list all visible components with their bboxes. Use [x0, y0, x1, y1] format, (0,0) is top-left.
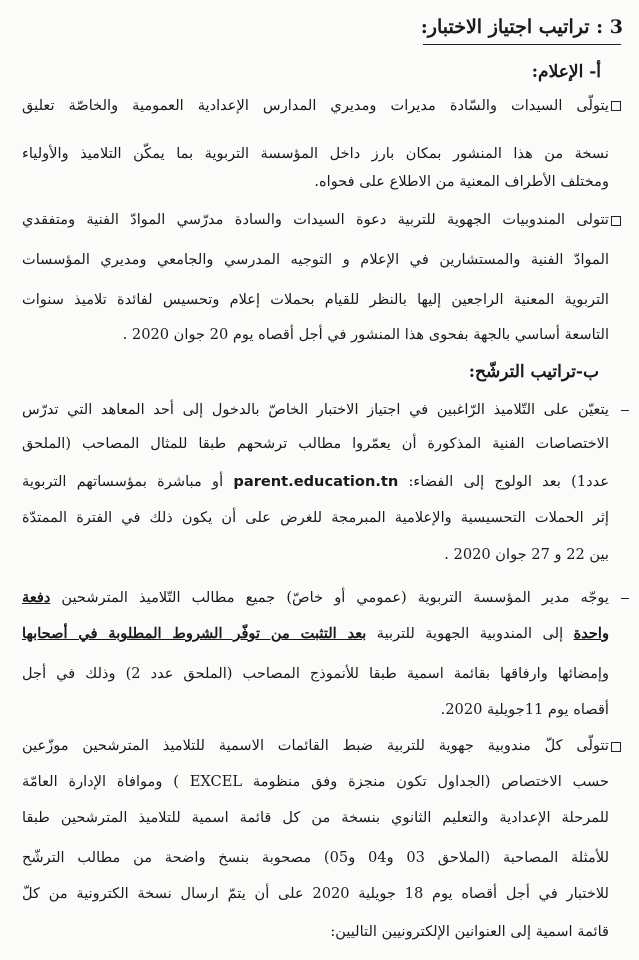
para5-line4: للأمثلة المصاحبة (الملاحق 03 و04 و05) مصحوبة بنسخ واضحة من مطالب الترشّح: [22, 849, 610, 866]
para1-line2: نسخة من هذا المنشور بمكان بارز داخل المؤسسة التربوية بما يمكّن التلاميذ والأولياء: [22, 145, 609, 162]
para4-line1-text: يوجّه مدير المؤسسة التربوية (عمومي أو خاصّ) جميع مطالب التّلاميذ المترشحين: [61, 589, 609, 606]
para5-line6: قائمة اسمية إلى العنوانين الإلكترونيين التاليين:: [330, 923, 609, 940]
para1-line1: يتولّى السيدات والسّادة مديرات ومديري المدارس الإعدادية العمومية والخاصّة تعليق: [22, 97, 609, 114]
para5-line2: حسب الاختصاص (الجداول تكون منجزة وفق منظومة EXCEL ) وموافاة الإدارة العامّة: [22, 773, 609, 790]
para5-line1: تتولّى كلّ مندوبية جهوية للتربية ضبط القائمات الاسمية للتلاميذ المترشحين موزّعين: [22, 737, 609, 754]
para5-line5: للاختبار في أجل أقصاه يوم 18 جويلية 2020 على أن يتمّ ارسال نسخة الكترونية من كلّ: [22, 885, 610, 902]
subsection-b-title: ب-تراتيب الترشّح:: [468, 362, 599, 382]
para3-line1: يتعيّن على التّلاميذ الرّاغبين في اجتياز الاختبار الخاصّ بالدخول إلى أحد المعاهد التي تدرّس: [22, 401, 609, 418]
para4-emphasis-single: واحدة: [573, 625, 609, 642]
para3-line3: [22, 472, 609, 492]
para3-line3-end: أو مباشرة بمؤسساتهم التربوية: [22, 473, 224, 490]
bullet-square-icon: [611, 742, 621, 752]
subsection-a-title: أ- الإعلام:: [531, 62, 601, 82]
para2-line2: الموادّ الفنية والمستشارين في الإعلام و التوجيه المدرسي والجامعي ومديري المؤسسات: [22, 251, 609, 268]
para2-line1: تتولى المندوبيات الجهوية للتربية دعوة السيدات والسادة مدرّسي الموادّ الفنية ومتفقدي: [22, 211, 609, 228]
website-url: parent.education.tn: [233, 473, 399, 490]
para3-line5: بين 22 و 27 جوان 2020 .: [444, 546, 609, 563]
para3-line3-start: عدد1) بعد الولوج إلى الفضاء:: [408, 473, 610, 490]
bullet-square-icon: [611, 101, 621, 111]
para3-line2: الاختصاصات الفنية المذكورة أن يعمّروا مطالب ترشحهم طبقا للمثال المصاحب (الملحق: [22, 435, 609, 452]
para4-line4: أقصاه يوم 11جويلية 2020.: [440, 701, 609, 718]
para4-emphasis-conditions: بعد التثبت من توفّر الشروط المطلوبة في أصحابها: [22, 625, 367, 642]
section-title: تراتيب اجتياز الاختبار:: [420, 16, 590, 38]
section-number: 3 :: [596, 16, 623, 38]
bullet-dash-icon: [621, 410, 629, 411]
para2-line3: التربوية المعنية الراجعين إليها بالنظر للقيام بحملات إعلام وتحسيس لفائدة تلاميذ سنوات: [22, 291, 609, 308]
heading-underline: [423, 44, 621, 45]
para4-line1: [22, 588, 609, 608]
bullet-dash-icon: [621, 598, 629, 599]
para4-line3: وإمضائها وارفاقها بقائمة اسمية طبقا للأنموذج المصاحب (الملحق عدد 2) وذلك في أجل: [22, 665, 609, 682]
para2-line4: التاسعة أساسي بالجهة بفحوى هذا المنشور في أجل أقصاه يوم 20 جوان 2020 .: [122, 326, 609, 343]
para5-line3: للمرحلة الإعدادية والتعليم الثانوي بنسخة من كل قائمة اسمية للتلاميذ المترشحين طبقا: [22, 809, 609, 826]
para3-line4: إثر الحملات التحسيسية والإعلامية المبرمجة للغرض على أن يكون ذلك في الفترة الممتدّة: [22, 509, 609, 526]
section-heading: [421, 16, 623, 38]
para1-line3: ومختلف الأطراف المعنية من الاطلاع على فحواه.: [314, 173, 609, 190]
para4-line2-text: إلى المندوبية الجهوية للتربية: [376, 625, 564, 642]
para4-line2: [22, 624, 609, 644]
bullet-square-icon: [611, 216, 621, 226]
para4-emphasis-once: دفعة: [22, 589, 51, 606]
